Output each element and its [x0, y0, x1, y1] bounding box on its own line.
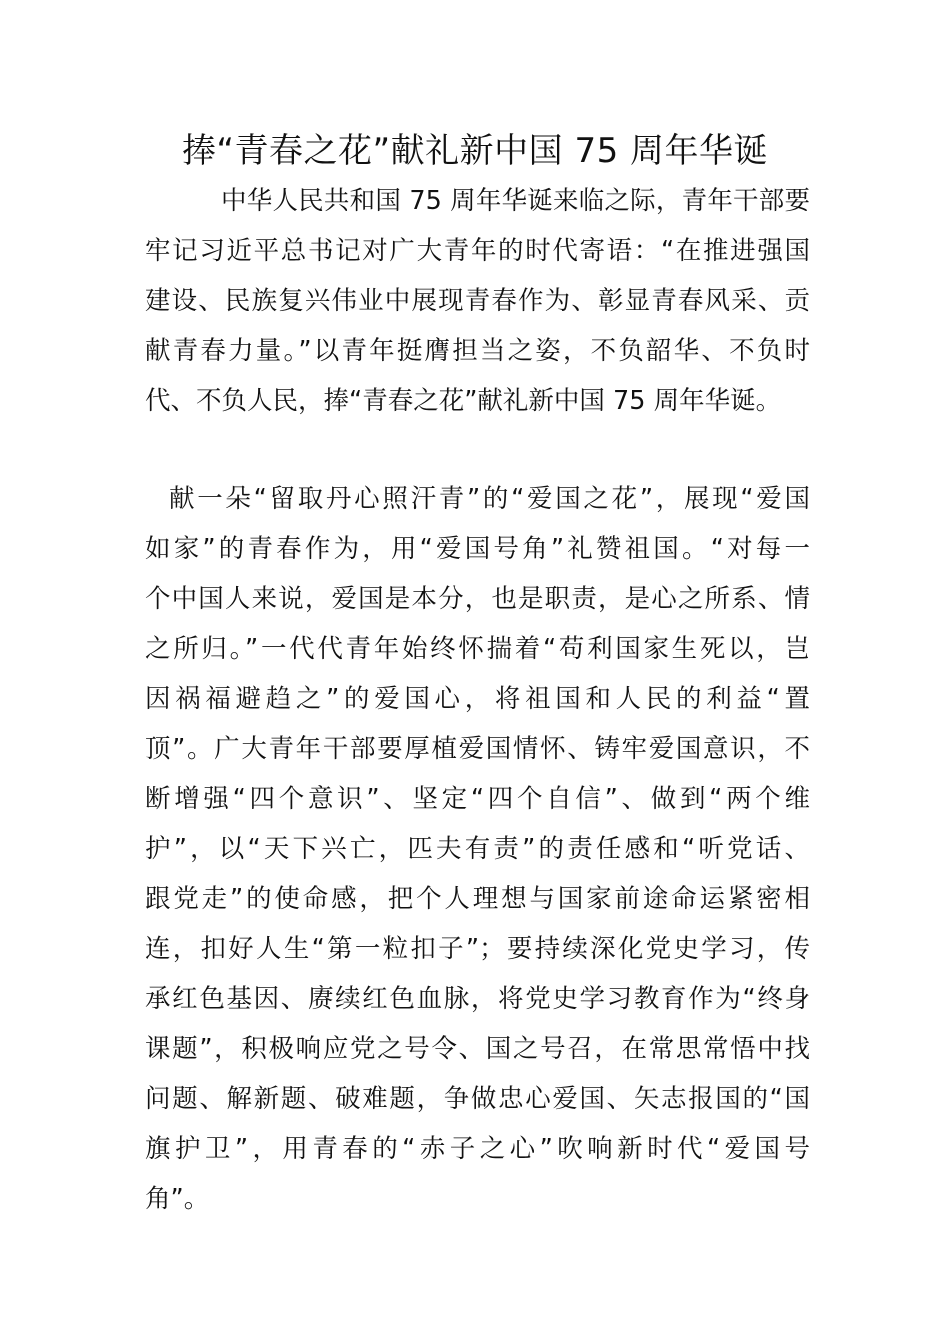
paragraph-line: 建设、民族复兴伟业中展现青春作为、彰显青春风采、贡	[145, 286, 810, 316]
paragraph-line: 献青春力量。”以青年挺膺担当之姿，不负韶华、不负时	[145, 336, 810, 366]
paragraph-line: 跟党走”的使命感，把个人理想与国家前途命运紧密相	[145, 884, 810, 914]
paragraph-line: 因祸福避趋之”的爱国心，将祖国和人民的利益“置	[145, 684, 810, 714]
paragraph-line: 角”。	[145, 1184, 210, 1214]
paragraph-line: 旗护卫”，用青春的“赤子之心”吹响新时代“爱国号	[145, 1134, 810, 1164]
paragraph-line: 牢记习近平总书记对广大青年的时代寄语：“在推进强国	[145, 236, 810, 266]
paragraph-line: 顶”。广大青年干部要厚植爱国情怀、铸牢爱国意识，不	[145, 734, 810, 764]
paragraph-line: 断增强“四个意识”、坚定“四个自信”、做到“两个维	[145, 784, 810, 814]
paragraph-line: 承红色基因、赓续红色血脉，将党史学习教育作为“终身	[145, 984, 810, 1014]
paragraph-line: 之所归。”一代代青年始终怀揣着“苟利国家生死以，岂	[145, 634, 810, 664]
paragraph-patriotism	[145, 474, 810, 1224]
paragraph-line: 个中国人来说，爱国是本分，也是职责，是心之所系、情	[145, 584, 810, 614]
paragraph-line: 课题”，积极响应党之号令、国之号召，在常思常悟中找	[145, 1034, 810, 1064]
paragraph-line: 护”，以“天下兴亡，匹夫有责”的责任感和“听党话、	[145, 834, 810, 864]
paragraph-line: 如家”的青春作为，用“爱国号角”礼赞祖国。“对每一	[145, 534, 810, 564]
paragraph-line: 连，扣好人生“第一粒扣子”；要持续深化党史学习，传	[145, 934, 810, 964]
paragraph-line: 献一朵“留取丹心照汗青”的“爱国之花”，展现“爱国	[169, 484, 810, 514]
paragraph-line: 问题、解新题、破难题，争做忠心爱国、矢志报国的“国	[145, 1084, 810, 1114]
paragraph-line: 中华人民共和国 75 周年华诞来临之际，青年干部要	[221, 186, 810, 216]
paragraph-intro	[145, 176, 810, 426]
paragraph-line: 代、不负人民，捧“青春之花”献礼新中国 75 周年华诞。	[145, 386, 782, 416]
document-title: 捧“青春之花”献礼新中国 75 周年华诞	[181, 131, 769, 171]
